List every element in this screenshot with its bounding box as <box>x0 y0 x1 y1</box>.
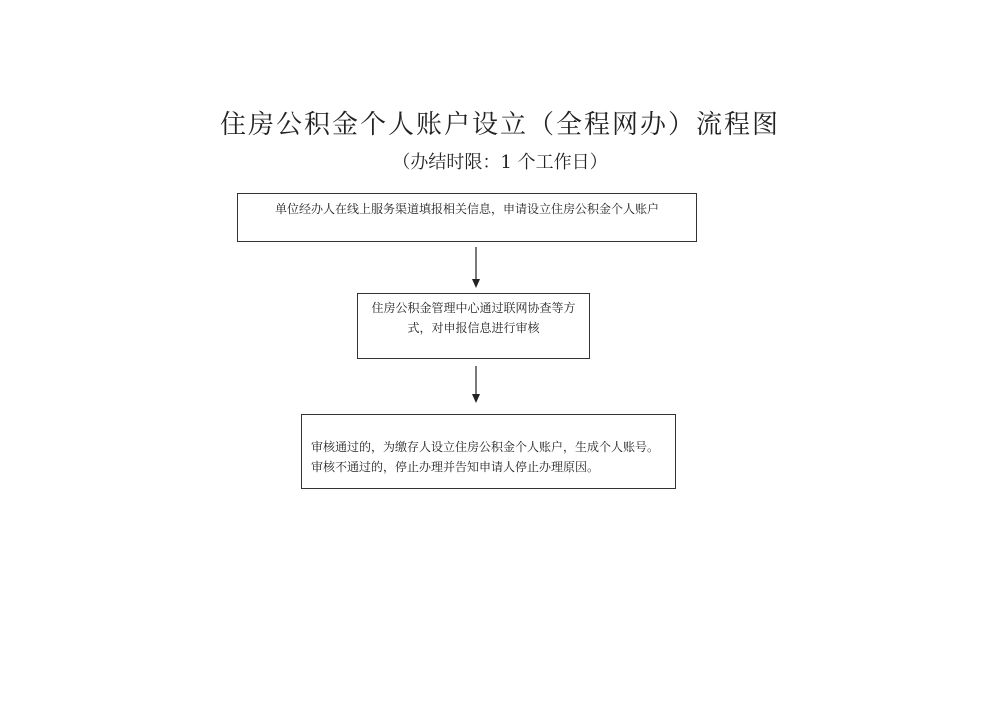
step-review-box <box>357 293 590 359</box>
result-rejected-text: 审核不通过的，停止办理并告知申请人停止办理原因。 <box>311 460 600 474</box>
page-title: 住房公积金个人账户设立（全程网办）流程图 <box>219 110 780 140</box>
step-result-box <box>301 414 676 489</box>
result-approved-text: 审核通过的，为缴存人设立住房公积金个人账户，生成个人账号。 <box>311 440 660 454</box>
arrow-step2-to-step3 <box>470 366 482 404</box>
step-apply-text: 单位经办人在线上服务渠道填报相关信息，申请设立住房公积金个人账户 <box>274 202 659 216</box>
step-review-text: 住房公积金管理中心通过联网协查等方式，对申报信息进行审核 <box>371 301 576 335</box>
arrow-step1-to-step2 <box>470 247 482 289</box>
step-apply-box <box>237 193 697 242</box>
time-limit-subtitle: （办结时限：1 个工作日） <box>392 152 608 173</box>
